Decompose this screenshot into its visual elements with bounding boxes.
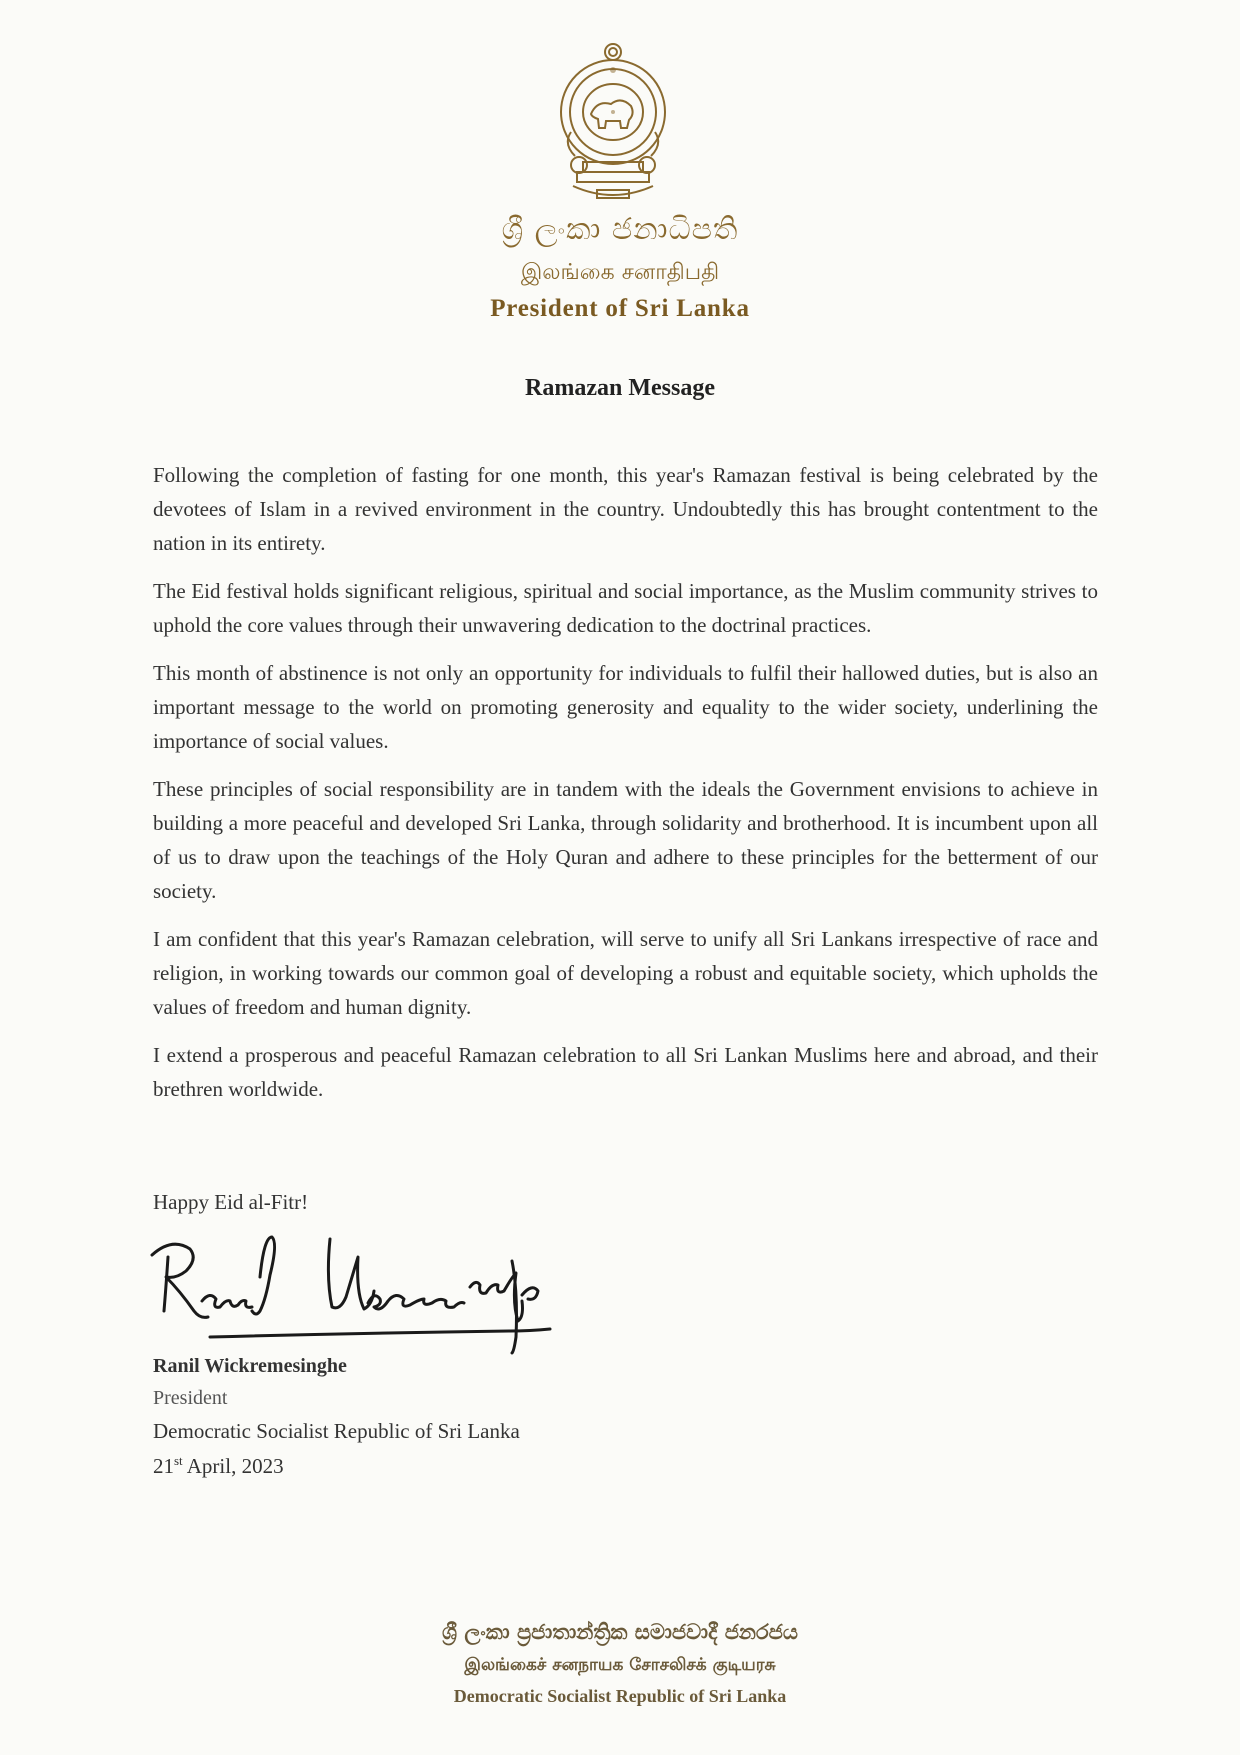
closing-greeting: Happy Eid al-Fitr! — [153, 1190, 309, 1214]
document-date — [153, 1453, 284, 1479]
date-month-year: April, 2023 — [182, 1454, 284, 1478]
date-day: 21 — [153, 1454, 174, 1478]
letterhead-english-title: President of Sri Lanka — [490, 295, 750, 322]
document-title: Ramazan Message — [525, 375, 715, 401]
message-body — [153, 458, 1098, 1120]
paragraph: I extend a prosperous and peaceful Ramazan celebration to all Sri Lankan Muslims here and abroad, and their brethren worldwide. — [153, 1043, 1098, 1101]
paragraph: I am confident that this year's Ramazan celebration, will serve to unify all Sri Lankans irrespective of race and religion, in working towards our common goal of developing a robust and equitable society, which upholds the values of freedom and human dignity. — [153, 927, 1098, 1019]
sri-lanka-emblem-icon — [553, 40, 673, 210]
signatory-title: President — [153, 1387, 228, 1409]
paragraph: The Eid festival holds significant religious, spiritual and social importance, as the Muslim community strives to uphold the core values through their unwavering dedication to the doctrinal practices. — [153, 579, 1098, 637]
signatory-name: Ranil Wickremesinghe — [153, 1355, 347, 1377]
footer-sinhala: ශ්‍රී ලංකා ප්‍රජාතාන්ත්‍රික සමාජවාදී ජනරජය — [442, 1620, 798, 1644]
date-suffix: st — [174, 1453, 183, 1468]
paragraph: These principles of social responsibility are in tandem with the ideals the Government envisions to achieve in building a more peaceful and developed Sri Lanka, through solidarity and brotherhood. It is incumbent upon all of us to draw upon the teachings of the Holy Quran and adhere to these principles for the betterment of our society. — [153, 777, 1098, 903]
letterhead-sinhala-title: ශ්‍රී ලංකා ජනාධිපති — [501, 212, 739, 247]
footer-tamil: இலங்கைச் சனநாயக சோசலிசக் குடியரசு — [464, 1655, 776, 1675]
paragraph: This month of abstinence is not only an opportunity for individuals to fulfil their hallowed duties, but is also an important message to the world on promoting generosity and equality to the wider society, underlining the importance of social values. — [153, 661, 1098, 753]
signatory-organization: Democratic Socialist Republic of Sri Lanka — [153, 1419, 520, 1443]
paragraph: Following the completion of fasting for one month, this year's Ramazan festival is being celebrated by the devotees of Islam in a revived environment in the country. Undoubtedly this has brought contentment to the nation in its entirety. — [153, 463, 1098, 555]
letterhead-tamil-title: இலங்கை சனாதிபதி — [520, 260, 720, 285]
footer-english: Democratic Socialist Republic of Sri Lanka — [453, 1686, 787, 1706]
